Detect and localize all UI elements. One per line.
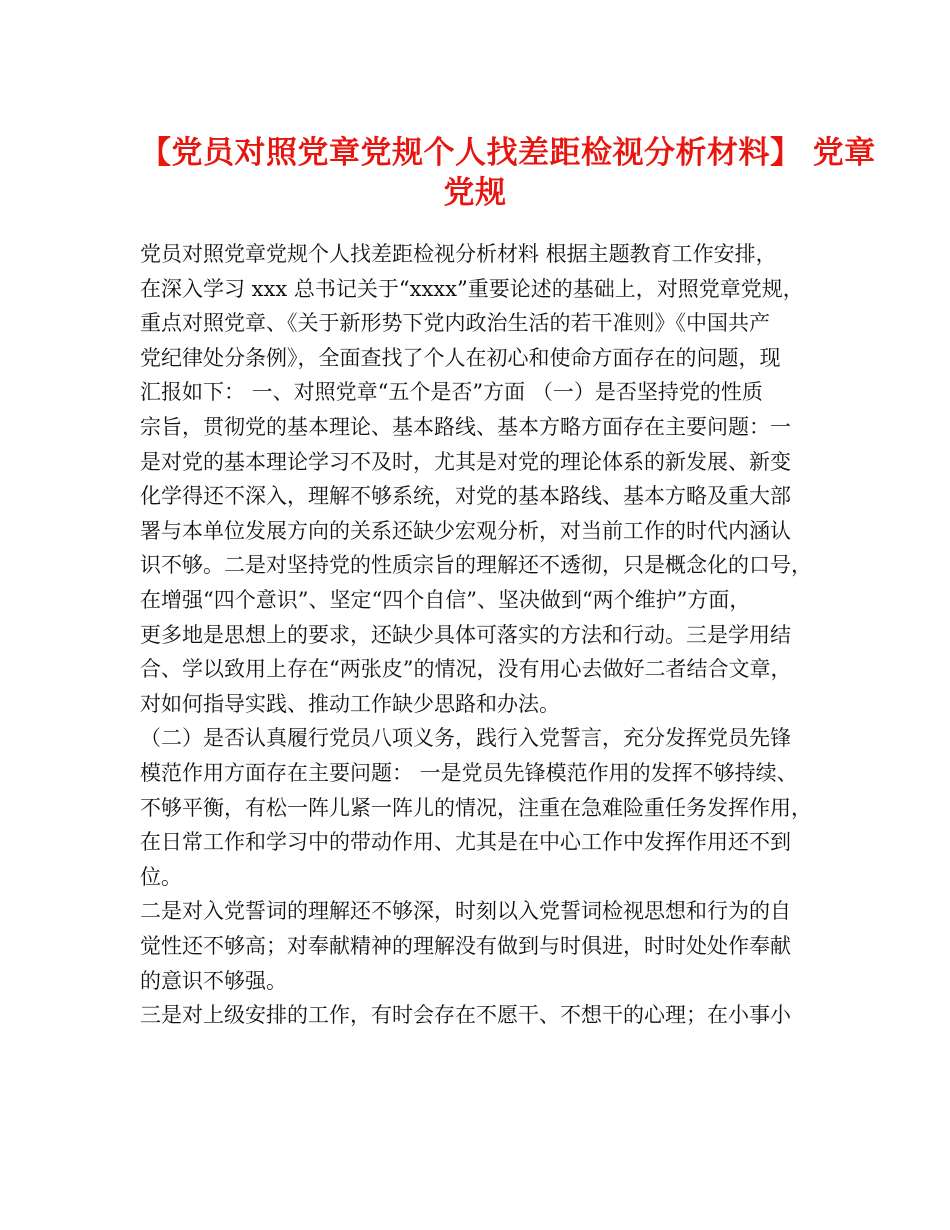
body-line: 在深入学习 xxx 总书记关于“xxxx”重要论述的基础上，对照党章党规， bbox=[140, 276, 804, 301]
body-line: 位。 bbox=[140, 864, 182, 889]
body-line: 模范作用方面存在主要问题： 一是党员先锋模范作用的发挥不够持续、 bbox=[140, 761, 798, 785]
body-line: 觉性还不够高；对奉献精神的理解没有做到与时俱进，时时处处作奉献 bbox=[140, 934, 791, 958]
body-line: 合、学以致用上存在“两张皮”的情况，没有用心去做好二者结合文章， bbox=[140, 657, 792, 682]
body-line: （二）是否认真履行党员八项义务，践行入党誓言，充分发挥党员先锋 bbox=[140, 726, 791, 751]
body-line: 党纪律处分条例》，全面查找了个人在初心和使命方面存在的问题，现 bbox=[140, 345, 781, 370]
body-line: 在日常工作和学习中的带动作用、尤其是在中心工作中发挥作用还不到 bbox=[140, 830, 791, 855]
body-line: 重点对照党章、《关于新形势下党内政治生活的若干准则》《中国共产 bbox=[140, 311, 770, 336]
body-line: 二是对入党誓词的理解还不够深，时刻以入党誓词检视思想和行为的自 bbox=[140, 899, 791, 924]
body-line: 更多地是思想上的要求，还缺少具体可落实的方法和行动。三是学用结 bbox=[140, 622, 791, 647]
document-title-line-2: 党规 bbox=[443, 175, 507, 211]
body-line: 化学得还不深入，理解不够系统，对党的基本路线、基本方略及重大部 bbox=[140, 484, 791, 509]
body-line: 宗旨，贯彻党的基本理论、基本路线、基本方略方面存在主要问题：一 bbox=[140, 415, 791, 439]
body-line: 在增强“四个意识”、坚定“四个自信”、坚决做到“两个维护”方面， bbox=[140, 588, 751, 612]
body-line: 不够平衡，有松一阵儿紧一阵儿的情况，注重在急难险重任务发挥作用， bbox=[140, 795, 812, 820]
body-line: 是对党的基本理论学习不及时，尤其是对党的理论体系的新发展、新变 bbox=[140, 449, 791, 474]
body-line: 署与本单位发展方向的关系还缺少宏观分析，对当前工作的时代内涵认 bbox=[140, 518, 791, 543]
body-line: 汇报如下： 一、对照党章“五个是否”方面 （一）是否坚持党的性质 bbox=[140, 380, 763, 405]
body-line: 识不够。二是对坚持党的性质宗旨的理解还不透彻，只是概念化的口号， bbox=[140, 553, 812, 578]
body-line: 对如何指导实践、推动工作缺少思路和办法。 bbox=[140, 691, 560, 716]
document-title-line-1: 【党员对照党章党规个人找差距检视分析材料】 党章 bbox=[140, 135, 876, 171]
body-line: 的意识不够强。 bbox=[140, 968, 287, 993]
body-line: 党员对照党章党规个人找差距检视分析材料 根据主题教育工作安排， bbox=[140, 242, 777, 266]
body-line: 三是对上级安排的工作，有时会存在不愿干、不想干的心理；在小事小 bbox=[140, 1003, 791, 1028]
